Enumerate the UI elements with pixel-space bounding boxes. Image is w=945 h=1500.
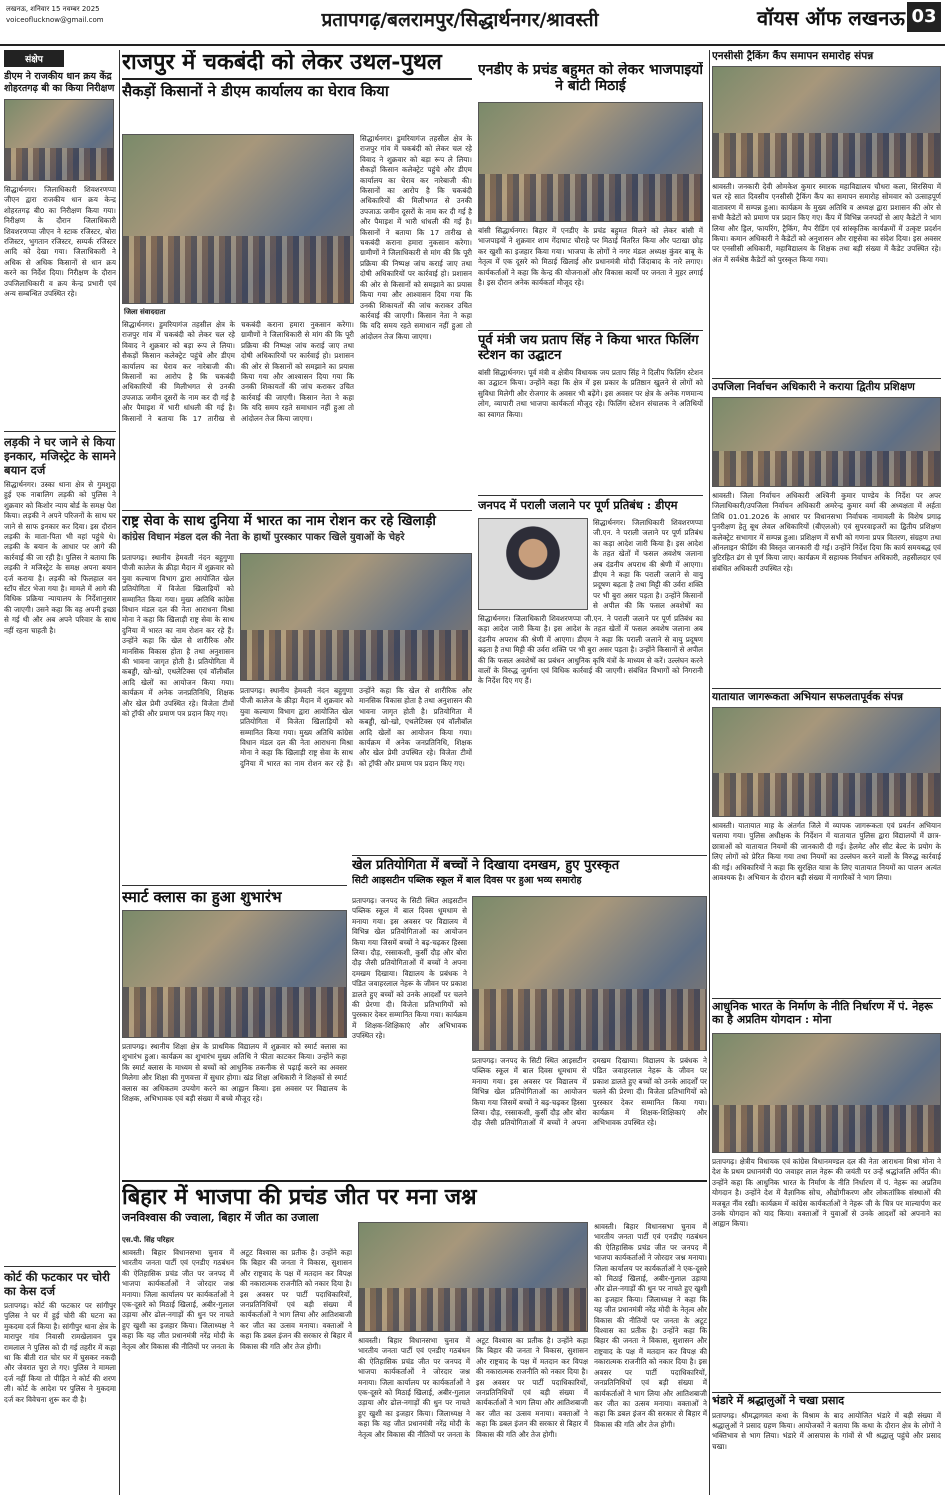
children-sports-text: प्रतापगढ़। जनपद के सिटी स्थित आइसटीन पब्लिक स्कूल में बाल दिवस धूमधाम से मनाया गया। इस अवसर पर विद्यालय में विभिन्न खेल प्रतियोगिताओं का आयोजन किया गया जिसमें बच्चों ने बढ़-चढ़कर हिस्सा लिया। दौड़, रस्साकशी, कुर्सी दौड़ और बोरा दौड़ जैसी प्रतियोगिताओं में बच्चों ने अपना दमखम दिखाया। विद्यालय के प्रबंधक ने पंडित जवाहरलाल नेहरू के जीवन पर प्रकाश डालते हुए बच्चों को उनके आदर्शों पर चलने की प्रेरणा दी। विजेता प्रतिभागियों को पुरस्कार देकर सम्मानित किया गया। कार्यक्रम में शिक्षक-शिक्षिकाएं और अभिभावक उपस्थित रहे। — [352, 896, 467, 1041]
bihar-victory-deck: जनविश्वास की ज्वाला, बिहार में जीत का उजाला — [122, 1211, 319, 1225]
filling-station-text: बांसी सिद्धार्थनगर। पूर्व मंत्री व क्षेत्रीय विधायक जय प्रताप सिंह ने दिलीप फिलिंग स्टेशन का उद्घाटन किया। उन्होंने कहा कि क्षेत्र में इस प्रकार के प्रतिष्ठान खुलने से लोगों को सुविधा मिलेगी और रोजगार के अवसर भी बढ़ेंगे। इस अवसर पर क्षेत्र के अनेक गणमान्य लोग, व्यापारी तथा भाजपा कार्यकर्ता मौजूद रहे। फिलिंग स्टेशन संचालक ने अतिथियों का स्वागत किया। — [478, 367, 703, 419]
nda-story — [478, 62, 703, 327]
sports-honour-story — [122, 510, 472, 880]
traffic-awareness-headline: यातायात जागरूकता अभियान सफलतापूर्वक संपन्न — [712, 691, 903, 703]
brief-column — [4, 50, 116, 1495]
ncc-headline: एनसीसी ट्रैकिंग कैंप समापन समारोह संपन्न — [712, 50, 874, 62]
nehru-text: प्रतापगढ़। क्षेत्रीय विधायक एवं कांग्रेस विधानमण्डल दल की नेता आराधना मिश्रा मोना ने देश के प्रथम प्रधानमंत्री पं0 जवाहर लाल नेहरू की जयंती पर उन्हें श्रद्धांजलि अर्पित की। उन्होंने कहा कि आधुनिक भारत के निर्माण के नीति निर्धारण में पं. नेहरू का अप्रतिम योगदान है। उन्होंने देश में वैज्ञानिक सोच, औद्योगीकरण और लोकतांत्रिक संस्थाओं की मजबूत नींव रखी। कार्यक्रम में कांग्रेस कार्यकर्ताओं ने नेहरू जी के चित्र पर माल्यार्पण कर उनके योगदान को याद किया। वक्ताओं ने युवाओं से उनके आदर्शों को अपनाने का आह्वान किया। — [712, 1157, 941, 1229]
election-training-story — [712, 378, 941, 683]
children-sports-photo — [472, 896, 707, 1051]
smart-class-story — [122, 885, 347, 1175]
sports-honour-headline: राष्ट्र सेवा के साथ दुनिया में भारत का नाम रोशन कर रहे खिलाड़ी — [122, 513, 436, 529]
traffic-awareness-photo — [712, 707, 941, 817]
newspaper-brand: वॉयस ऑफ लखनऊ — [757, 6, 905, 30]
ncc-text: श्रावस्ती। जनकारी देवी ओमकेश कुमार स्मारक महाविद्यालय चौधरा कला, सिरसिया में चल रहे सात दिवसीय एनसीसी ट्रैकिंग कैंप का समापन समारोह सोमवार को उत्साहपूर्ण वातावरण में सम्पन्न हुआ। कार्यक्रम के मुख्य अतिथि व अध्यक्ष द्वारा प्रशासन की ओर से सभी कैडेटों को प्रमाण पत्र प्रदान किए गए। कैंप में विभिन्न जनपदों से आए कैडेटों ने भाग लिया और ड्रिल, फायरिंग, ट्रैकिंग, मैप रीडिंग एवं सांस्कृतिक कार्यक्रमों में उत्कृष्ट प्रदर्शन किया। कमान अधिकारी ने कैडेटों को अनुशासन और राष्ट्रसेवा का संदेश दिया। इस अवसर पर एनसीसी अधिकारी, महाविद्यालय के शिक्षक तथा बड़ी संख्या में कैडेट उपस्थित रहे। अंत में सर्वश्रेष्ठ कैडेटों को पुरस्कृत किया गया। — [712, 182, 941, 264]
children-sports-text-2: प्रतापगढ़। जनपद के सिटी स्थित आइसटीन पब्लिक स्कूल में बाल दिवस धूमधाम से मनाया गया। इस अवसर पर विद्यालय में विभिन्न खेल प्रतियोगिताओं का आयोजन किया गया जिसमें बच्चों ने बढ़-चढ़कर हिस्सा लिया। दौड़, रस्साकशी, कुर्सी दौड़ और बोरा दौड़ जैसी प्रतियोगिताओं में बच्चों ने अपना दमखम दिखाया। विद्यालय के प्रबंधक ने पंडित जवाहरलाल नेहरू के जीवन पर प्रकाश डालते हुए बच्चों को उनके आदर्शों पर चलने की प्रेरणा दी। विजेता प्रतिभागियों को पुरस्कार देकर सम्मानित किया गया। कार्यक्रम में शिक्षक-शिक्षिकाएं और अभिभावक उपस्थित रहे। — [472, 1056, 707, 1128]
nehru-headline: आधुनिक भारत के निर्माण के नीति निर्धारण में पं. नेहरू का है अप्रतिम योगदान : मोना — [712, 1000, 933, 1026]
sports-honour-text-2: प्रतापगढ़। स्थानीय हेमवती नंदन बहुगुणा पीजी कालेज के क्रीड़ा मैदान में शुक्रवार को युवा कल्याण विभाग द्वारा आयोजित खेल प्रतियोगिता में विजेता खिलाड़ियों को सम्मानित किया गया। मुख्य अतिथि कांग्रेस विधान मंडल दल की नेता आराधना मिश्रा मोना ने कहा कि खिलाड़ी राष्ट्र सेवा के साथ दुनिया में भारत का नाम रोशन कर रहे हैं। उन्होंने कहा कि खेल से शारीरिक और मानसिक विकास होता है तथा अनुशासन की भावना जागृत होती है। प्रतियोगिता में कबड्डी, खो-खो, एथलेटिक्स एवं वॉलीबॉल आदि खेलों का आयोजन किया गया। कार्यक्रम में अनेक जनप्रतिनिधि, शिक्षक और खेल प्रेमी उपस्थित रहे। विजेता टीमों को ट्रॉफी और प्रमाण पत्र प्रदान किए गए। — [240, 686, 472, 768]
bhandara-headline: भंडारे में श्रद्धालुओं ने चखा प्रसाद — [712, 1394, 845, 1407]
brief-headline-2: लड़की ने घर जाने से किया इनकार, मजिस्ट्रेट के सामने बयान दर्ज — [4, 431, 116, 477]
masthead-date: लखनऊ, शनिवार 15 नवम्बर 2025 — [6, 5, 100, 13]
lead-deck: सैकड़ों किसानों ने डीएम कार्यालय का घेराव किया — [122, 82, 389, 101]
nda-headline: एनडीए के प्रचंड बहुमत को लेकर भाजपाइयों ने बांटी मिठाई — [478, 62, 703, 95]
children-sports-story — [352, 855, 707, 1175]
bihar-victory-text: श्रावस्ती। बिहार विधानसभा चुनाव में भारतीय जनता पार्टी एवं एनडीए गठबंधन की ऐतिहासिक प्रचंड जीत पर जनपद में भाजपा कार्यकर्ताओं ने जोरदार जश्न मनाया। जिला कार्यालय पर कार्यकर्ताओं ने एक-दूसरे को मिठाई खिलाई, अबीर-गुलाल उड़ाया और ढोल-नगाड़ों की धुन पर नाचते हुए खुशी का इजहार किया। जिलाध्यक्ष ने कहा कि यह जीत प्रधानमंत्री नरेंद्र मोदी के नेतृत्व और विकास की नीतियों पर जनता के अटूट विश्वास का प्रतीक है। उन्होंने कहा कि बिहार की जनता ने विकास, सुशासन और राष्ट्रवाद के पक्ष में मतदान कर विपक्ष की नकारात्मक राजनीति को नकार दिया है। इस अवसर पर पार्टी पदाधिकारियों, जनप्रतिनिधियों एवं बड़ी संख्या में कार्यकर्ताओं ने भाग लिया और आतिशबाजी कर जीत का उत्सव मनाया। वक्ताओं ने कहा कि डबल इंजन की सरकार से बिहार में विकास की गति और तेज होगी। — [122, 1248, 352, 1351]
stubble-ban-story — [478, 495, 703, 850]
ncc-photo — [712, 66, 941, 178]
smart-class-photo — [122, 910, 347, 1038]
traffic-awareness-text: श्रावस्ती। यातायात माह के अंतर्गत जिले में व्यापक जागरूकता एवं प्रवर्तन अभियान चलाया गया। पुलिस अधीक्षक के निर्देशन में यातायात पुलिस द्वारा विद्यालयों में छात्र-छात्राओं को यातायात नियमों की जानकारी दी गई। हेलमेट और सीट बेल्ट के प्रयोग के लिए लोगों को प्रेरित किया गया तथा नियमों का उल्लंघन करने वालों के विरुद्ध कार्रवाई की गई। अधिकारियों ने कहा कि सुरक्षित यात्रा के लिए यातायात नियमों का पालन अत्यंत आवश्यक है। अभियान के दौरान बड़ी संख्या में नागरिकों ने भाग लिया। — [712, 821, 941, 883]
bhandara-text: प्रतापगढ़। श्रीमद्भागवत कथा के विश्राम के बाद आयोजित भंडारे में बड़ी संख्या में श्रद्धालुओं ने प्रसाद ग्रहण किया। आयोजकों ने बताया कि कथा के दौरान क्षेत्र के लोगों ने भक्तिभाव से भाग लिया। भंडारे में आसपास के गांवों से भी श्रद्धालु पहुंचे और प्रसाद चखा। — [712, 1410, 941, 1451]
lead-photo — [122, 134, 354, 304]
page-number: 03 — [907, 2, 941, 32]
bihar-victory-headline: बिहार में भाजपा की प्रचंड जीत पर मना जश्न — [122, 1184, 477, 1210]
lead-headline: राजपुर में चकबंदी को लेकर उथल-पुथल — [122, 50, 472, 80]
sports-honour-photo — [240, 553, 472, 681]
brief-headline-1: डीएम ने राजकीय धान क्रय केंद्र शोहरतगढ़ बी का किया निरीक्षण — [4, 71, 115, 94]
lead-story — [122, 50, 472, 505]
masthead — [0, 0, 945, 46]
nehru-story — [712, 998, 941, 1388]
smart-class-text: प्रतापगढ़। स्थानीय शिक्षा क्षेत्र के प्राथमिक विद्यालय में शुक्रवार को स्मार्ट क्लास का शुभारंभ हुआ। कार्यक्रम का शुभारंभ मुख्य अतिथि ने फीता काटकर किया। उन्होंने कहा कि स्मार्ट क्लास के माध्यम से बच्चों को आधुनिक तकनीक से पढ़ाई करने का अवसर मिलेगा और शिक्षा की गुणवत्ता में सुधार होगा। खंड शिक्षा अधिकारी ने शिक्षकों से स्मार्ट क्लास का अधिकतम उपयोग करने का आह्वान किया। इस अवसर पर विद्यालय के शिक्षक, अभिभावक एवं बड़ी संख्या में बच्चे मौजूद रहे। — [122, 1042, 347, 1104]
bihar-victory-credit: एस.पी. सिंह परिहार — [122, 1236, 174, 1244]
nda-text: बांसी सिद्धार्थनगर। बिहार में एनडीए के प्रचंड बहुमत मिलने को लेकर बांसी में भाजपाइयों ने शुक्रवार शाम गेंदाघाट चौराहे पर मिठाई वितरित किया और पटाखा छोड़ कर खुशी का इजहार किया गया। भाजपा के लोगों ने नगर मंडल अध्यक्ष कुंवर बाबू के नेतृत्व में एक दूसरे को मिठाई खिलाई और प्रधानमंत्री मोदी जिंदाबाद के नारे लगाए। कार्यकर्ताओं ने कहा कि केन्द्र की योजनाओं और विकास कार्यों पर जनता ने मुहर लगाई है। इस दौरान अनेक कार्यकर्ता मौजूद रहे। — [478, 226, 703, 288]
election-training-headline: उपजिला निर्वाचन अधिकारी ने कराया द्वितीय प्रशिक्षण — [712, 381, 915, 393]
brief-text-3: प्रतापगढ़। कोर्ट की फटकार पर सांगीपुर पुलिस ने घर में हुई चोरी की घटना का मुकदमा दर्ज किया है। सांगीपुर थाना क्षेत्र के मारापुर गांव निवासी रामखेलावन पुत्र रामलाल ने पुलिस को दी गई तहरीर में कहा था कि बीती रात चोर घर में घुसकर नकदी और जेवरात चुरा ले गए। पुलिस ने मामला दर्ज नहीं किया तो पीड़ित ने कोर्ट की शरण ली। कोर्ट के आदेश पर पुलिस ने मुकदमा दर्ज कर विवेचना शुरू कर दी है। — [4, 1301, 116, 1404]
sports-honour-text: प्रतापगढ़। स्थानीय हेमवती नंदन बहुगुणा पीजी कालेज के क्रीड़ा मैदान में शुक्रवार को युवा कल्याण विभाग द्वारा आयोजित खेल प्रतियोगिता में विजेता खिलाड़ियों को सम्मानित किया गया। मुख्य अतिथि कांग्रेस विधान मंडल दल की नेता आराधना मिश्रा मोना ने कहा कि खिलाड़ी राष्ट्र सेवा के साथ दुनिया में भारत का नाम रोशन कर रहे हैं। उन्होंने कहा कि खेल से शारीरिक और मानसिक विकास होता है तथा अनुशासन की भावना जागृत होती है। प्रतियोगिता में कबड्डी, खो-खो, एथलेटिक्स एवं वॉलीबॉल आदि खेलों का आयोजन किया गया। कार्यक्रम में अनेक जनप्रतिनिधि, शिक्षक और खेल प्रेमी उपस्थित रहे। विजेता टीमों को ट्रॉफी और प्रमाण पत्र प्रदान किए गए। — [122, 553, 234, 719]
sports-honour-deck: कांग्रेस विधान मंडल दल की नेता के हाथों पुरस्कार पाकर खिले युवाओं के चेहरे — [122, 531, 405, 543]
stubble-ban-text-2: सिद्धार्थनगर। जिलाधिकारी शिवशरणप्पा जी.एन. ने पराली जलाने पर पूर्ण प्रतिबंध का कड़ा आदेश जारी किया है। इस आदेश के तहत खेतों में फसल अवशेष जलाना अब दंडनीय अपराध की श्रेणी में आएगा। डीएम ने कहा कि पराली जलाने से वायु प्रदूषण बढ़ता है तथा मिट्टी की उर्वरा शक्ति पर भी बुरा असर पड़ता है। उन्होंने किसानों से अपील की कि फसल अवशेषों का प्रबंधन आधुनिक कृषि यंत्रों के माध्यम से करें। उल्लंघन करने वालों के विरुद्ध जुर्माना एवं विधिक कार्रवाई की जाएगी। संबंधित विभागों को निगरानी के निर्देश दिए गए हैं। — [478, 614, 703, 686]
brief-text-2: सिद्धार्थनगर। उस्का थाना क्षेत्र से गुमशुदा हुई एक नाबालिग लड़की को पुलिस ने शुक्रवार को किशोर न्याय बोर्ड के समक्ष पेश किया। लड़की ने अपने परिजनों के साथ घर जाने से साफ इनकार कर दिया। इस दौरान लड़की के माता-पिता भी वहां पहुंचे थे। लड़की के बयान के आधार पर आगे की कार्रवाई की जा रही है। पुलिस ने बताया कि लड़की ने मजिस्ट्रेट के समक्ष अपना बयान दर्ज कराया है। लड़की को फिलहाल वन स्टॉप सेंटर भेजा गया है। मामले में आगे की विधिक प्रक्रिया न्यायालय के निर्देशानुसार की जाएगी। उसने कहा कि वह अपनी इच्छा से गई थी और अब अपने परिवार के साथ नहीं रहना चाहती है। — [4, 480, 116, 635]
children-sports-deck: सिटी आइसटीन पब्लिक स्कूल में बाल दिवस पर हुआ भव्य समारोह — [352, 874, 582, 886]
filling-station-headline: पूर्व मंत्री जय प्रताप सिंह ने किया भारत फिलिंग स्टेशन का उद्घाटन — [478, 333, 699, 363]
brief-headline-3: कोर्ट की फटकार पर चोरी का केस दर्ज — [4, 1266, 116, 1298]
stubble-ban-text: सिद्धार्थनगर। जिलाधिकारी शिवशरणप्पा जी.एन. ने पराली जलाने पर पूर्ण प्रतिबंध का कड़ा आदेश जारी किया है। इस आदेश के तहत खेतों में फसल अवशेष जलाना अब दंडनीय अपराध की श्रेणी में आएगा। डीएम ने कहा कि पराली जलाने से वायु प्रदूषण बढ़ता है तथा मिट्टी की उर्वरा शक्ति पर भी बुरा असर पड़ता है। उन्होंने किसानों से अपील की कि फसल अवशेषों का — [593, 518, 703, 610]
filling-station-story — [478, 330, 703, 490]
brief-label: संक्षेप — [4, 50, 64, 67]
smart-class-headline: स्मार्ट क्लास का हुआ शुभारंभ — [122, 888, 282, 906]
children-sports-headline: खेल प्रतियोगिता में बच्चों ने दिखाया दमखम, हुए पुरस्कृत — [352, 858, 620, 873]
column-rule — [119, 50, 120, 1495]
lead-text-side: सिद्धार्थनगर। डुमरियागंज तहसील क्षेत्र के राजपुर गांव में चकबंदी को लेकर चल रहे विवाद ने शुक्रवार को बड़ा रूप ले लिया। सैकड़ों किसान कलेक्ट्रेट पहुंचे और डीएम कार्यालय का घेराव कर नारेबाजी की। किसानों का आरोप है कि चकबंदी अधिकारियों की मिलीभगत से उनकी उपजाऊ जमीन दूसरों के नाम कर दी गई है और पैमाइश में भारी धांधली की गई है। किसानों ने बताया कि 17 तारीख से चकबंदी कराना हमारा नुकसान करेगा। ग्रामीणों ने जिलाधिकारी से मांग की कि पूरी प्रक्रिया की निष्पक्ष जांच कराई जाए तथा दोषी अधिकारियों पर कार्रवाई हो। प्रशासन की ओर से किसानों को समझाने का प्रयास किया गया और आश्वासन दिया गया कि उनकी शिकायतों की जांच कराकर उचित कार्रवाई की जाएगी। किसान नेता ने कहा कि यदि समय रहते समाधान नहीं हुआ तो आंदोलन तेज किया जाएगा। — [360, 134, 472, 341]
bhandara-story — [712, 1392, 941, 1495]
dm-portrait — [478, 518, 588, 610]
lead-credit: जिला संवाददाता — [124, 308, 166, 316]
masthead-meta — [6, 4, 104, 26]
election-training-photo — [712, 397, 941, 487]
column-rule — [709, 50, 710, 1495]
nehru-photo — [712, 1033, 941, 1153]
bihar-victory-text-2: श्रावस्ती। बिहार विधानसभा चुनाव में भारतीय जनता पार्टी एवं एनडीए गठबंधन की ऐतिहासिक प्रचंड जीत पर जनपद में भाजपा कार्यकर्ताओं ने जोरदार जश्न मनाया। जिला कार्यालय पर कार्यकर्ताओं ने एक-दूसरे को मिठाई खिलाई, अबीर-गुलाल उड़ाया और ढोल-नगाड़ों की धुन पर नाचते हुए खुशी का इजहार किया। जिलाध्यक्ष ने कहा कि यह जीत प्रधानमंत्री नरेंद्र मोदी के नेतृत्व और विकास की नीतियों पर जनता के अटूट विश्वास का प्रतीक है। उन्होंने कहा कि बिहार की जनता ने विकास, सुशासन और राष्ट्रवाद के पक्ष में मतदान कर विपक्ष की नकारात्मक राजनीति को नकार दिया है। इस अवसर पर पार्टी पदाधिकारियों, जनप्रतिनिधियों एवं बड़ी संख्या में कार्यकर्ताओं ने भाग लिया और आतिशबाजी कर जीत का उत्सव मनाया। वक्ताओं ने कहा कि डबल इंजन की सरकार से बिहार में विकास की गति और तेज होगी। — [358, 1336, 588, 1439]
nda-photo — [478, 102, 703, 222]
masthead-email: voiceoflucknow@gmail.com — [6, 16, 104, 24]
bihar-victory-photo — [358, 1222, 588, 1332]
brief-photo-1 — [4, 99, 114, 181]
ncc-story — [712, 50, 941, 375]
traffic-awareness-story — [712, 688, 941, 993]
brief-text-1: सिद्धार्थनगर। जिलाधिकारी शिवशरणप्पा जीएन द्वारा राजकीय धान क्रय केन्द्र शोहरतगढ़ बी0 का निरीक्षण किया गया। निरीक्षण के दौरान जिलाधिकारी शिवशरणप्पा जीएन ने स्टाक रजिस्टर, बोरा रजिस्टर, भुगतान रजिस्टर, सम्पर्क रजिस्टर आदि को देखा गया। जिलाधिकारी ने अधिक से अधिक किसानों से धान क्रय करने का निर्देश दिया। निरीक्षण के दौरान उपजिलाधिकारी व क्रय केन्द्र प्रभारी एवं अन्य सम्बन्धित उपस्थित रहे। — [4, 185, 116, 299]
region-title: प्रतापगढ़/बलरामपुर/सिद्धार्थनगर/श्रावस्ती — [321, 9, 599, 31]
stubble-ban-headline: जनपद में पराली जलाने पर पूर्ण प्रतिबंध : डीएम — [478, 498, 678, 512]
bihar-victory-story — [122, 1180, 707, 1495]
election-training-text: श्रावस्ती। जिला निर्वाचन अधिकारी अश्विनी कुमार पाण्डेय के निर्देश पर अपर जिलाधिकारी/उपजिला निर्वाचन अधिकारी अमरेन्द्र कुमार वर्मा की अध्यक्षता में अर्हता तिथि 01.01.2026 के आधार पर विधानसभा निर्वाचक नामावली के विशेष प्रगाढ़ पुनरीक्षण हेतु बूथ लेवल अधिकारियों (बीएलओ) एवं सुपरवाइजरों का द्वितीय प्रशिक्षण कलेक्ट्रेट सभागार में सम्पन्न हुआ। प्रशिक्षण में सभी को गणना प्रपत्र वितरण, संग्रहण तथा ऑनलाइन फीडिंग की विस्तृत जानकारी दी गई। उन्होंने निर्देश दिया कि कार्य समयबद्ध एवं त्रुटिरहित ढंग से पूर्ण किया जाए। कार्यक्रम में सहायक निर्वाचन अधिकारी, तहसीलदार एवं संबंधित अधिकारी उपस्थित रहे। — [712, 491, 941, 573]
bihar-victory-text-3: श्रावस्ती। बिहार विधानसभा चुनाव में भारतीय जनता पार्टी एवं एनडीए गठबंधन की ऐतिहासिक प्रचंड जीत पर जनपद में भाजपा कार्यकर्ताओं ने जोरदार जश्न मनाया। जिला कार्यालय पर कार्यकर्ताओं ने एक-दूसरे को मिठाई खिलाई, अबीर-गुलाल उड़ाया और ढोल-नगाड़ों की धुन पर नाचते हुए खुशी का इजहार किया। जिलाध्यक्ष ने कहा कि यह जीत प्रधानमंत्री नरेंद्र मोदी के नेतृत्व और विकास की नीतियों पर जनता के अटूट विश्वास का प्रतीक है। उन्होंने कहा कि बिहार की जनता ने विकास, सुशासन और राष्ट्रवाद के पक्ष में मतदान कर विपक्ष की नकारात्मक राजनीति को नकार दिया है। इस अवसर पर पार्टी पदाधिकारियों, जनप्रतिनिधियों एवं बड़ी संख्या में कार्यकर्ताओं ने भाग लिया और आतिशबाजी कर जीत का उत्सव मनाया। वक्ताओं ने कहा कि डबल इंजन की सरकार से बिहार में विकास की गति और तेज होगी। — [594, 1222, 707, 1429]
lead-text: सिद्धार्थनगर। डुमरियागंज तहसील क्षेत्र के राजपुर गांव में चकबंदी को लेकर चल रहे विवाद ने शुक्रवार को बड़ा रूप ले लिया। सैकड़ों किसान कलेक्ट्रेट पहुंचे और डीएम कार्यालय का घेराव कर नारेबाजी की। किसानों का आरोप है कि चकबंदी अधिकारियों की मिलीभगत से उनकी उपजाऊ जमीन दूसरों के नाम कर दी गई है और पैमाइश में भारी धांधली की गई है। किसानों ने बताया कि 17 तारीख से चकबंदी कराना हमारा नुकसान करेगा। ग्रामीणों ने जिलाधिकारी से मांग की कि पूरी प्रक्रिया की निष्पक्ष जांच कराई जाए तथा दोषी अधिकारियों पर कार्रवाई हो। प्रशासन की ओर से किसानों को समझाने का प्रयास किया गया और आश्वासन दिया गया कि उनकी शिकायतों की जांच कराकर उचित कार्रवाई की जाएगी। किसान नेता ने कहा कि यदि समय रहते समाधान नहीं हुआ तो आंदोलन तेज किया जाएगा। — [122, 320, 354, 423]
